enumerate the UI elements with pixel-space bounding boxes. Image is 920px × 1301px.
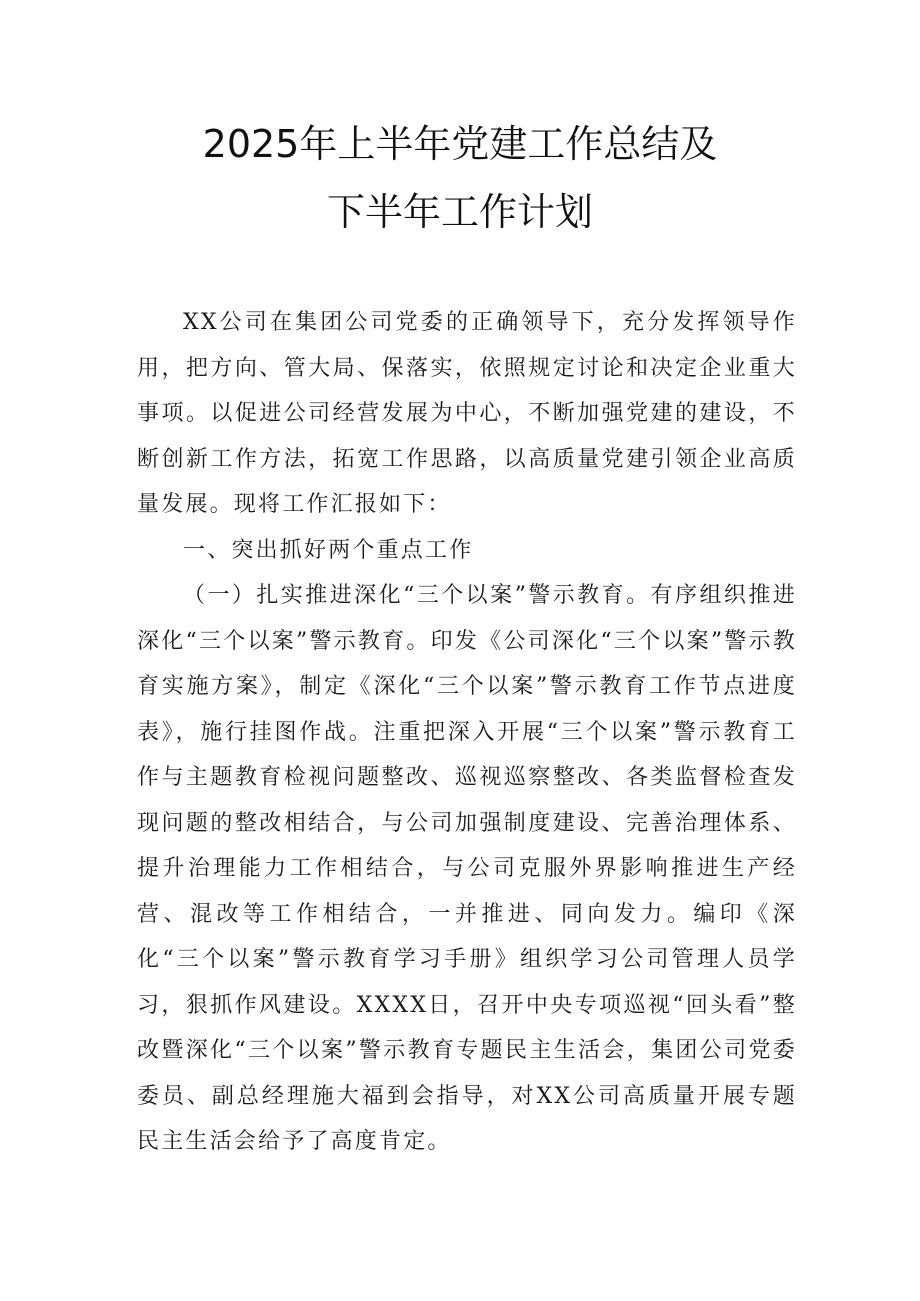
document-body [137,300,797,1165]
subsection-heading: （一）扎实推进深化“三个以案”警示教育。 [183,583,651,608]
subsection-body: 有序组织推进深化“三个以案”警示教育。印发《公司深化“三个以案”警示教育实施方案》，制定《深化“三个以案”警示教育工作节点进度表》，施行挂图作战。注重把深入开展“三个以案”警示教育工作与主题教育检视问题整改、巡视巡察整改、各类监督检查发现问题的整改相结合，与公司加强制度建设、完善治理体系、提升治理能力工作相结合，与公司克服外界影响推进生产经营、混改等工作相结合，一并推进、同向发力。编印《深化“三个以案”警示教育学习手册》组织学习公司管理人员学习，狠抓作风建设。XXXX日，召开中央专项巡视“回头看”整改暨深化“三个以案”警示教育专题民主生活会，集团公司党委委员、副总经理施大福到会指导，对XX公司高质量开展专题民主生活会给予了高度肯定。 [137,583,798,1154]
document-title-line-2: 下半年工作计划 [326,190,593,234]
intro-paragraph: XX公司在集团公司党委的正确领导下，充分发挥领导作用，把方向、管大局、保落实，依照规定讨论和决定企业重大事项。以促进公司经营发展为中心，不断加强党建的建设，不断创新工作方法，拓宽工作思路，以高质量党建引领企业高质量发展。现将工作汇报如下： [137,310,797,517]
subsection-paragraph [137,573,797,1165]
section-heading: 一、突出抓好两个重点工作 [183,537,474,563]
document-title-line-1: 2025年上半年党建工作总结及 [202,122,718,166]
